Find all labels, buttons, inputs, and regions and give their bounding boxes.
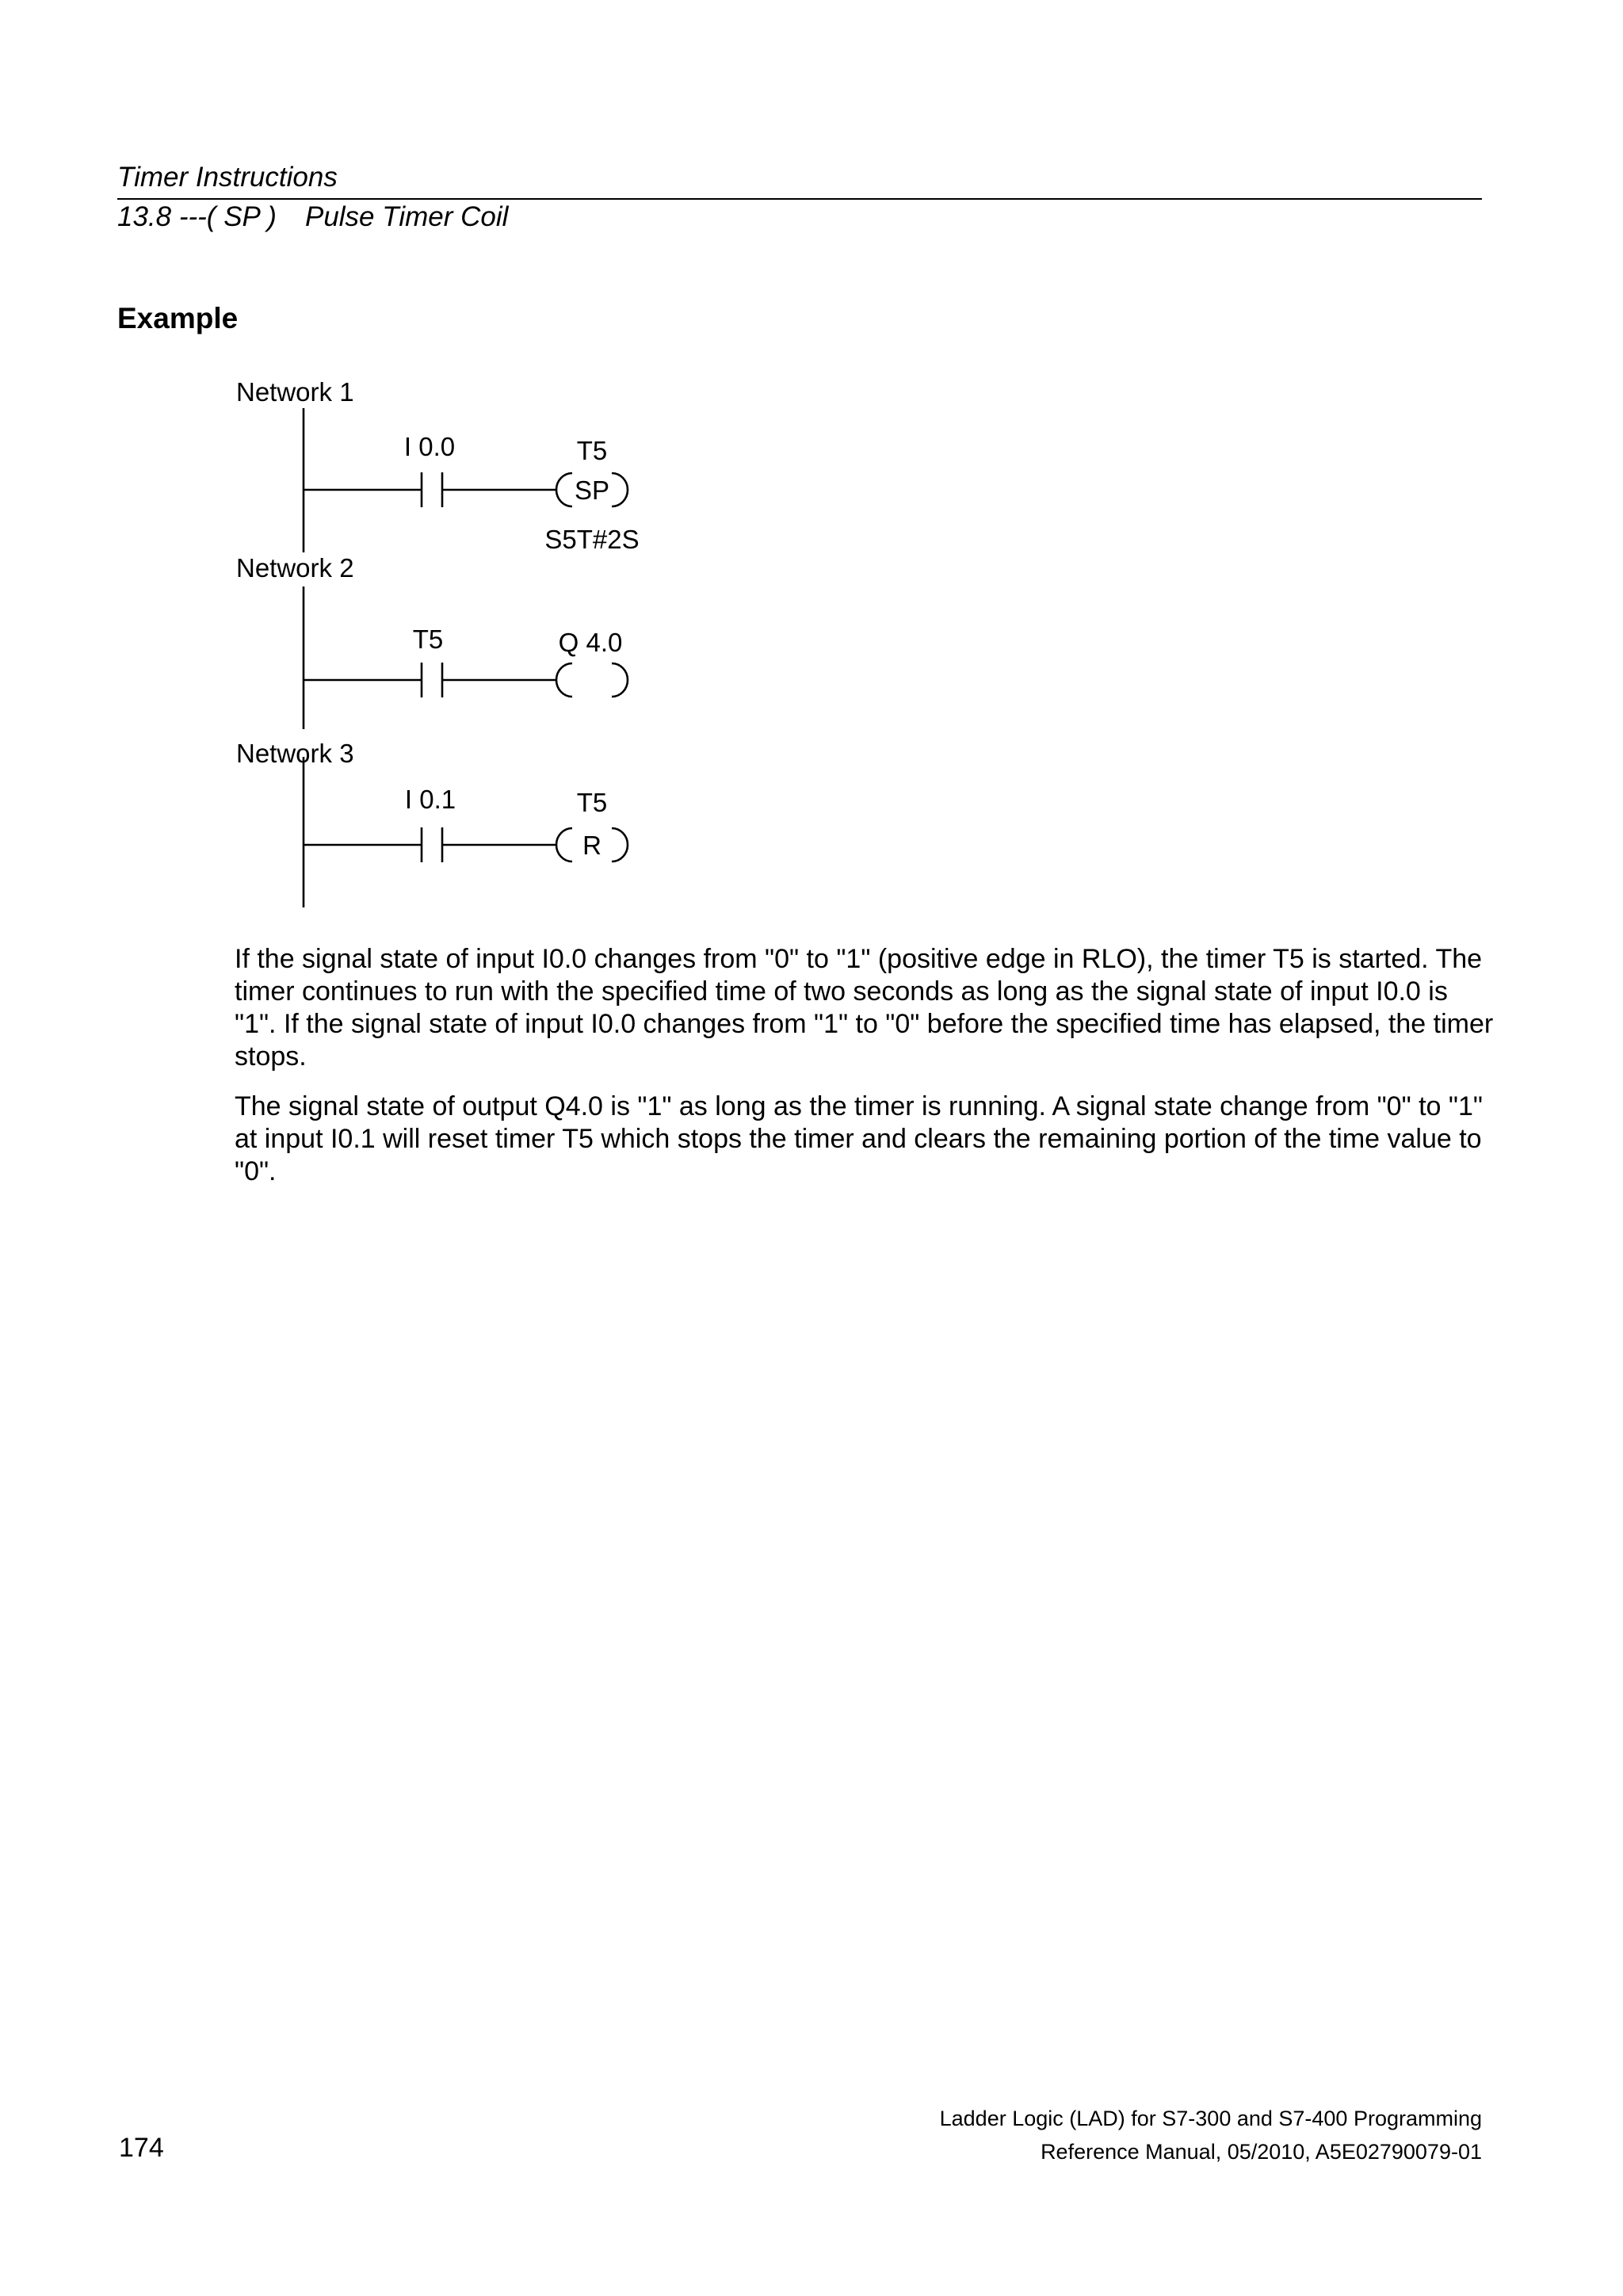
network-3-coil-address: T5 [576, 788, 608, 817]
footer-manual-title: Ladder Logic (LAD) for S7-300 and S7-400 Programming [939, 2107, 1482, 2130]
coil-output [556, 663, 572, 697]
network-1-coil-symbol: SP [574, 476, 610, 505]
section-number: 13.8 ---( SP ) [117, 201, 277, 232]
network-3-label: Network 3 [236, 739, 354, 768]
network-2-contact-label: T5 [412, 625, 444, 654]
footer-manual-info [940, 2102, 1482, 2168]
coil-reset [556, 828, 572, 861]
description-paragraph-2: The signal state of output Q4.0 is "1" as long as the timer is running. A signal state change from "0" to "1" at input I0.1 will reset timer T5 which stops the timer and clears the remaining portion of the time value to "0". [235, 1091, 1483, 1186]
rung-network-2 [304, 663, 628, 697]
network-3-contact-label: I 0.1 [404, 785, 456, 814]
network-2-label: Network 2 [236, 553, 354, 583]
ladder-diagram [0, 0, 1623, 935]
network-1-contact-label: I 0.0 [403, 432, 456, 461]
footer-manual-reference: Reference Manual, 05/2010, A5E02790079-01 [1041, 2140, 1482, 2164]
network-3-coil-symbol: R [582, 831, 601, 860]
network-1-coil-address: T5 [576, 436, 608, 465]
rung-network-3 [304, 827, 628, 862]
example-heading: Example [117, 302, 239, 334]
page-number: 174 [119, 2133, 164, 2163]
description-paragraph-1: If the signal state of input I0.0 changes from "0" to "1" (positive edge in RLO), the timer T5 is started. The timer continues to run with the specified time of two seconds as long as the signal state of input I0.0 is "1". If the signal state of input I0.0 changes from "1" to "0" before the specified time has elapsed, the timer stops. [235, 944, 1494, 1072]
section-title: Pulse Timer Coil [304, 201, 509, 232]
network-1-timer-value: S5T#2S [544, 525, 640, 554]
coil-sp [556, 473, 572, 506]
running-header-chapter: Timer Instructions [117, 162, 338, 193]
network-1-label: Network 1 [236, 377, 354, 407]
network-2-coil-address: Q 4.0 [558, 628, 623, 657]
